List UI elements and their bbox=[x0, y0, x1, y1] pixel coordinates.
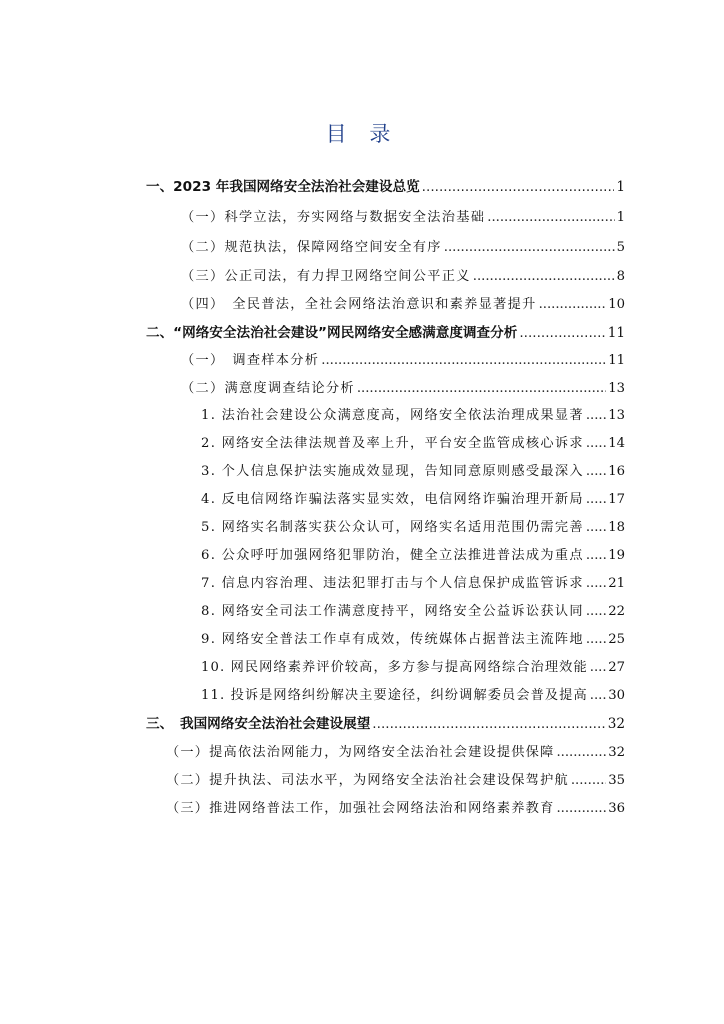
toc-entry-text: 三、 我国网络安全法治社会建设展望 bbox=[146, 716, 371, 732]
toc-entry-text: （四） 全民普法，全社会网络法治意识和素养显著提升 bbox=[181, 297, 537, 312]
toc-entry[interactable] bbox=[201, 545, 625, 567]
toc-entry[interactable] bbox=[146, 713, 625, 735]
toc-entry-text: 4. 反电信网络诈骗法落实显实效，电信网络诈骗治理开新局 bbox=[201, 492, 584, 507]
toc-entry[interactable] bbox=[181, 266, 625, 288]
toc-entry-text: （一）提高依法治网能力，为网络安全法治社会建设提供保障 bbox=[166, 745, 555, 760]
toc-entry-text: 9. 网络安全普法工作卓有成效，传统媒体占据普法主流阵地 bbox=[201, 632, 584, 647]
toc-entry[interactable] bbox=[166, 770, 625, 792]
toc-leader-dots bbox=[586, 629, 606, 651]
toc-entry-text: 1. 法治社会建设公众满意度高，网络安全依法治理成果显著 bbox=[201, 408, 584, 423]
toc-entry-page: 22 bbox=[608, 604, 625, 619]
toc-title: 目 录 bbox=[325, 122, 399, 146]
toc-entry-page: 17 bbox=[608, 492, 625, 507]
toc-entry-page: 32 bbox=[608, 745, 625, 760]
toc-entry-text: 二、“网络安全法治社会建设”网民网络安全感满意度调查分析 bbox=[146, 325, 518, 341]
toc-entry[interactable] bbox=[181, 207, 625, 229]
toc-entry[interactable] bbox=[201, 405, 625, 427]
toc-leader-dots bbox=[422, 176, 615, 198]
toc-leader-dots bbox=[586, 405, 606, 427]
toc-entry[interactable] bbox=[201, 657, 625, 679]
toc-entry[interactable] bbox=[146, 322, 625, 344]
toc-entry-text: 2. 网络安全法律法规普及率上升，平台安全监管成核心诉求 bbox=[201, 436, 584, 451]
toc-entry-page: 27 bbox=[608, 660, 625, 675]
toc-leader-dots bbox=[586, 601, 606, 623]
toc-entry[interactable] bbox=[201, 517, 625, 539]
toc-entry-text: 5. 网络实名制落实获公众认可，网络实名适用范围仍需完善 bbox=[201, 520, 584, 535]
toc-leader-dots bbox=[586, 517, 606, 539]
toc-entry[interactable] bbox=[201, 573, 625, 595]
toc-leader-dots bbox=[586, 461, 606, 483]
toc-entry-page: 10 bbox=[608, 297, 625, 312]
toc-entry-text: 7. 信息内容治理、违法犯罪打击与个人信息保护成监管诉求 bbox=[201, 576, 584, 591]
toc-entry-text: （三）公正司法，有力捍卫网络空间公平正义 bbox=[181, 269, 471, 284]
toc-leader-dots bbox=[556, 798, 606, 820]
toc-entry-text: （二）提升执法、司法水平，为网络安全法治社会建设保驾护航 bbox=[166, 773, 569, 788]
toc-entry-page: 1 bbox=[616, 210, 625, 225]
toc-entry-page: 16 bbox=[608, 464, 625, 479]
toc-leader-dots bbox=[590, 657, 606, 679]
toc-leader-dots bbox=[519, 322, 605, 344]
toc-entry-text: 一、2023 年我国网络安全法治社会建设总览 bbox=[146, 179, 420, 195]
toc-entry[interactable] bbox=[201, 601, 625, 623]
toc-entry[interactable] bbox=[181, 378, 625, 400]
toc-leader-dots bbox=[556, 742, 606, 764]
toc-entry[interactable] bbox=[201, 629, 625, 651]
toc-entry[interactable] bbox=[181, 294, 625, 316]
toc-entry-page: 18 bbox=[608, 520, 625, 535]
toc-entry-text: （一） 调查样本分析 bbox=[181, 353, 320, 368]
toc-entry-page: 8 bbox=[616, 269, 625, 284]
toc-entry-text: 11. 投诉是网络纠纷解决主要途径，纠纷调解委员会普及提高 bbox=[201, 688, 588, 703]
toc-entry-page: 36 bbox=[608, 801, 625, 816]
toc-entry[interactable] bbox=[201, 461, 625, 483]
toc-entry-page: 1 bbox=[616, 179, 625, 195]
toc-leader-dots bbox=[586, 573, 606, 595]
toc-entry-page: 11 bbox=[608, 353, 625, 368]
toc-entry-text: 10. 网民网络素养评价较高，多方参与提高网络综合治理效能 bbox=[201, 660, 588, 675]
toc-leader-dots bbox=[571, 770, 606, 792]
toc-entry[interactable] bbox=[201, 489, 625, 511]
toc-entry[interactable] bbox=[181, 237, 625, 259]
toc-entry[interactable] bbox=[166, 742, 625, 764]
toc-entry-page: 11 bbox=[607, 325, 625, 341]
toc-entry-text: 3. 个人信息保护法实施成效显现，告知同意原则感受最深入 bbox=[201, 464, 584, 479]
toc-entry-text: （一）科学立法，夯实网络与数据安全法治基础 bbox=[181, 210, 486, 225]
toc-entry-page: 25 bbox=[608, 632, 625, 647]
toc-entry-page: 19 bbox=[608, 548, 625, 563]
toc-entry-text: 6. 公众呼吁加强网络犯罪防治，健全立法推进普法成为重点 bbox=[201, 548, 584, 563]
toc-entry-page: 5 bbox=[616, 240, 625, 255]
toc-leader-dots bbox=[372, 713, 605, 735]
toc-entry-page: 14 bbox=[608, 436, 625, 451]
toc-entry-page: 13 bbox=[608, 408, 625, 423]
toc-entry[interactable] bbox=[181, 350, 625, 372]
toc-entry-page: 13 bbox=[608, 381, 625, 396]
toc-leader-dots bbox=[586, 433, 606, 455]
toc-entry-page: 32 bbox=[607, 716, 625, 732]
toc-entry-page: 35 bbox=[608, 773, 625, 788]
toc-leader-dots bbox=[586, 489, 606, 511]
toc-entry-text: （二）规范执法，保障网络空间安全有序 bbox=[181, 240, 442, 255]
toc-entry-text: （二）满意度调查结论分析 bbox=[181, 381, 355, 396]
toc-entry-text: （三）推进网络普法工作，加强社会网络法治和网络素养教育 bbox=[166, 801, 555, 816]
toc-leader-dots bbox=[473, 266, 615, 288]
toc-leader-dots bbox=[444, 237, 615, 259]
toc-entry[interactable] bbox=[166, 798, 625, 820]
toc-entry-page: 30 bbox=[608, 688, 625, 703]
toc-leader-dots bbox=[590, 685, 606, 707]
toc-leader-dots bbox=[539, 294, 607, 316]
toc-entry[interactable] bbox=[201, 433, 625, 455]
toc-leader-dots bbox=[487, 207, 614, 229]
toc-leader-dots bbox=[357, 378, 606, 400]
toc-entry-page: 21 bbox=[608, 576, 625, 591]
toc-entry[interactable] bbox=[146, 176, 625, 198]
toc-leader-dots bbox=[321, 350, 606, 372]
toc-entry-text: 8. 网络安全司法工作满意度持平，网络安全公益诉讼获认同 bbox=[201, 604, 584, 619]
toc-entry[interactable] bbox=[201, 685, 625, 707]
toc-leader-dots bbox=[586, 545, 606, 567]
